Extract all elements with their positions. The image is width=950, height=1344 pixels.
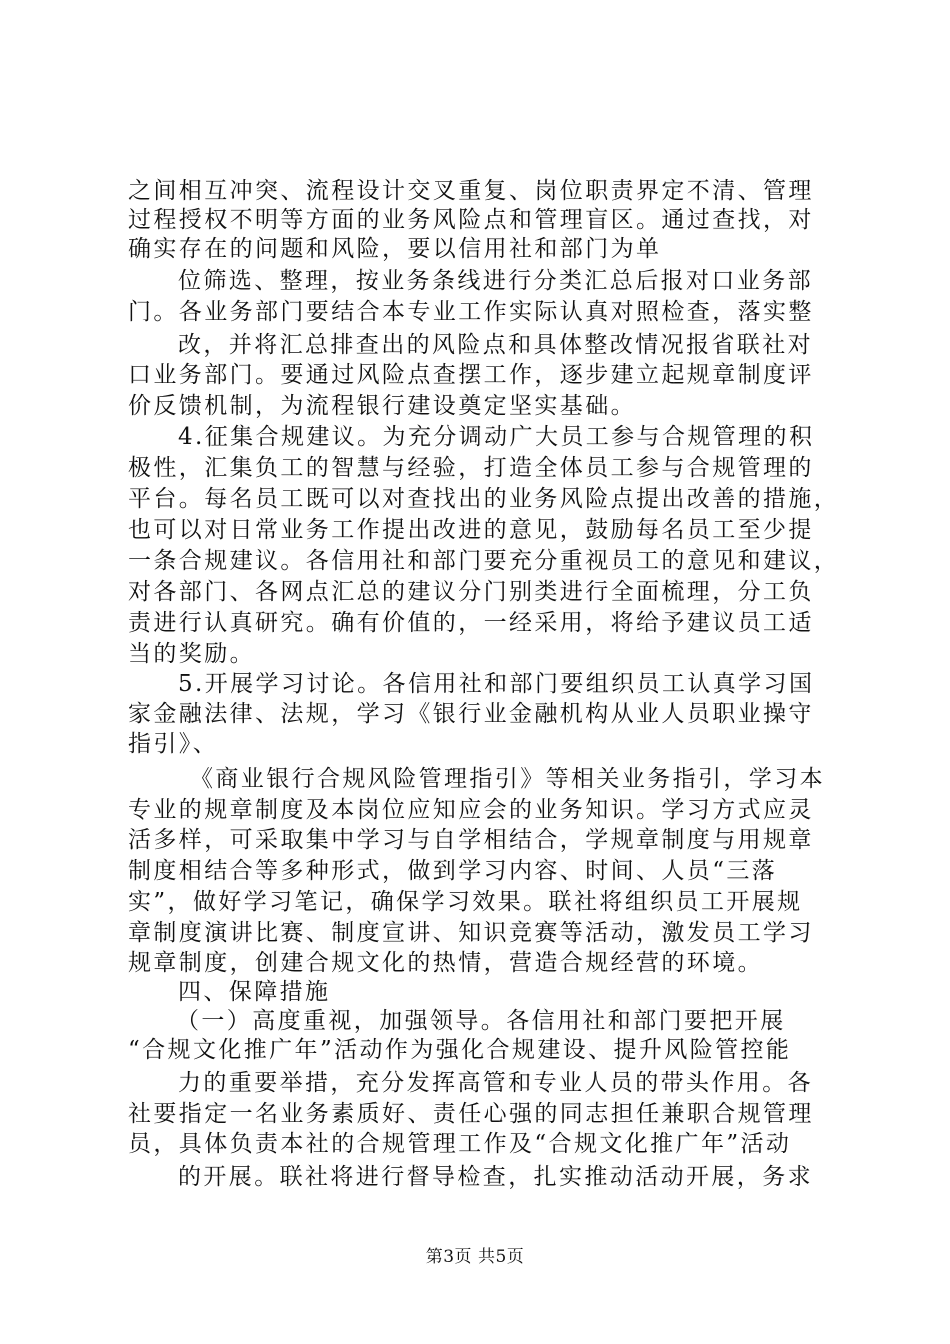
text-line: 制度相结合等多种形式，做到学习内容、时间、人员“三落 xyxy=(128,858,778,884)
text-line: 改，并将汇总排查出的风险点和具体整改情况报省联社对 xyxy=(178,332,813,358)
text-line: 员，具体负责本社的合规管理工作及“合规文化推广年”活动 xyxy=(128,1131,792,1157)
text-line: 责进行认真研究。确有价值的，一经采用，将给予建议员工适 xyxy=(128,610,814,636)
text-line: 口业务部门。要通过风险点查摆工作，逐步建立起规章制度评 xyxy=(128,362,814,388)
text-line: （一）高度重视，加强领导。各信用社和部门要把开展 xyxy=(176,1008,786,1034)
text-line: 平台。每名员工既可以对查找出的业务风险点提出改善的措施， xyxy=(128,486,840,512)
text-line: 《商业银行合规风险管理指引》等相关业务指引，学习本 xyxy=(190,766,825,792)
text-line: 价反馈机制，为流程银行建设奠定坚实基础。 xyxy=(128,393,636,419)
text-line: 5.开展学习讨论。各信用社和部门要组织员工认真学习国 xyxy=(178,671,815,697)
text-line: 力的重要举措，充分发挥高管和专业人员的带头作用。各 xyxy=(178,1070,813,1096)
text-line: 确实存在的问题和风险，要以信用社和部门为单 xyxy=(128,236,662,262)
text-line: 社要指定一名业务素质好、责任心强的同志担任兼职合规管理 xyxy=(128,1101,814,1127)
text-line: 活多样，可采取集中学习与自学相结合，学规章制度与用规章 xyxy=(128,827,814,853)
text-line: 当的奖励。 xyxy=(128,641,255,667)
text-line: 一条合规建议。各信用社和部门要充分重视员工的意见和建议， xyxy=(128,548,840,574)
text-line: 之间相互冲突、流程设计交叉重复、岗位职责界定不清、管理 xyxy=(128,178,814,204)
text-line: 也可以对日常业务工作提出改进的意见，鼓励每名员工至少提 xyxy=(128,517,814,543)
text-line: 对各部门、各网点汇总的建议分门别类进行全面梳理，分工负 xyxy=(128,579,814,605)
text-line: 实”，做好学习笔记，确保学习效果。联社将组织员工开展规 xyxy=(128,889,803,915)
text-line: 指引》、 xyxy=(128,731,219,757)
text-line: 章制度演讲比赛、制度宣讲、知识竞赛等活动，激发员工学习 xyxy=(128,920,814,946)
section-heading: 四、保障措施 xyxy=(178,979,331,1005)
text-line: 位筛选、整理，按业务条线进行分类汇总后报对口业务部 xyxy=(178,268,813,294)
text-line: 家金融法律、法规，学习《银行业金融机构从业人员职业操守 xyxy=(128,701,814,727)
text-line: “合规文化推广年”活动作为强化合规建设、提升风险管控能 xyxy=(128,1037,792,1063)
page-footer: 第3页 共5页 xyxy=(425,1247,525,1267)
text-line: 极性，汇集负工的智慧与经验，打造全体员工参与合规管理的 xyxy=(128,455,814,481)
text-line: 门。各业务部门要结合本专业工作实际认真对照检查，落实整 xyxy=(128,299,814,325)
text-line: 的开展。联社将进行督导检查，扎实推动活动开展，务求 xyxy=(178,1164,813,1190)
text-line: 专业的规章制度及本岗位应知应会的业务知识。学习方式应灵 xyxy=(128,797,814,823)
text-line: 规章制度，创建合规文化的热情，营造合规经营的环境。 xyxy=(128,950,763,976)
text-line: 过程授权不明等方面的业务风险点和管理盲区。通过查找，对 xyxy=(128,207,814,233)
text-line: 4.征集合规建议。为充分调动广大员工参与合规管理的积 xyxy=(178,424,815,450)
